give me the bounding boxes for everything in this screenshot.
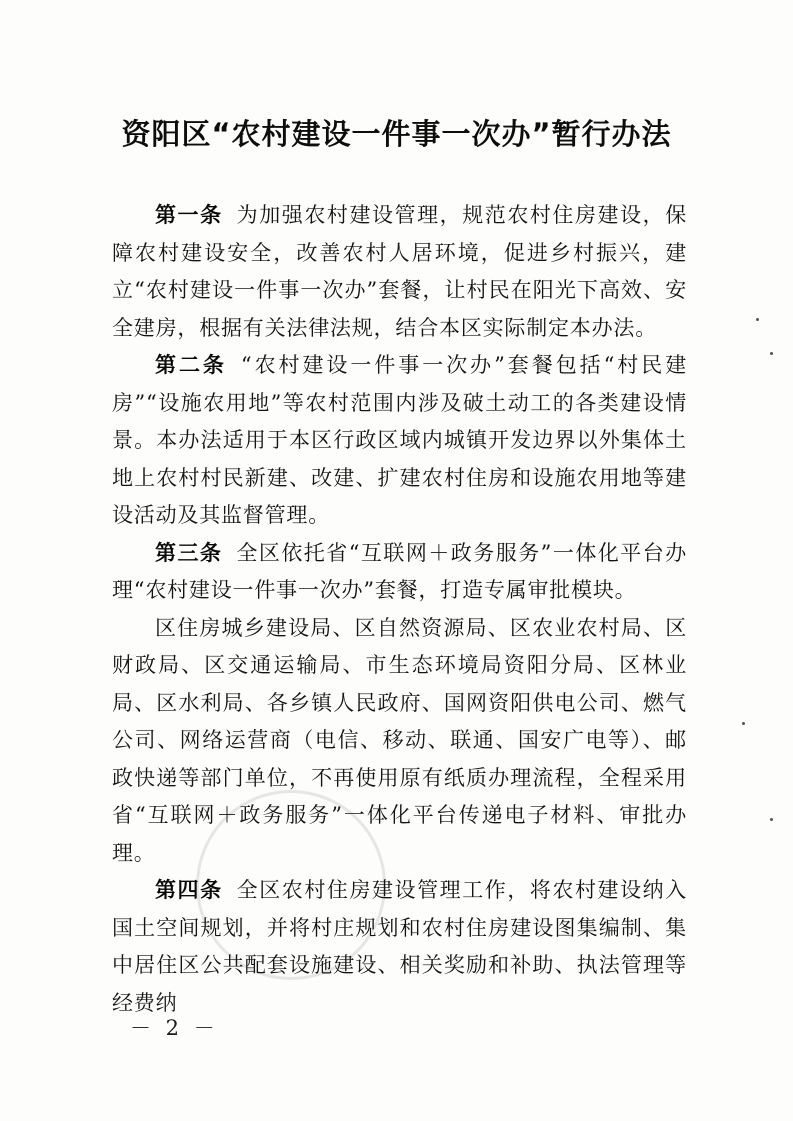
document-body bbox=[112, 197, 687, 1022]
document-title: 资阳区“农村建设一件事一次办”暂行办法 bbox=[121, 117, 672, 151]
article-4 bbox=[112, 872, 687, 1022]
article-4-text: 全区农村住房建设管理工作，将农村建设纳入国土空间规划，并将村庄规划和农村住房建设图集编制、集中居住区公共配套设施建设、相关奖励和补助、执法管理等经费纳 bbox=[112, 878, 688, 1015]
article-3 bbox=[112, 535, 687, 610]
article-4-heading: 第四条 bbox=[155, 878, 223, 902]
article-3-continuation-text: 区住房城乡建设局、区自然资源局、区农业农村局、区财政局、区交通运输局、市生态环境局资阳分局、区林业局、区水利局、各乡镇人民政府、国网资阳供电公司、燃气公司、网络运营商（电信、移动、联通、国安广电等）、邮政快递等部门单位，不再使用原有纸质办理流程，全程采用省“互联网＋政务服务”一体化平台传递电子材料、审批办理。 bbox=[112, 615, 687, 865]
article-1 bbox=[112, 197, 687, 347]
article-1-text: 为加强农村建设管理，规范农村住房建设，保障农村建设安全，改善农村人居环境，促进乡村振兴，建立“农村建设一件事一次办”套餐，让村民在阳光下高效、安全建房，根据有关法律法规，结合本区实际制定本办法。 bbox=[112, 203, 688, 340]
scan-speck bbox=[770, 818, 773, 821]
page-number: － 2 － bbox=[130, 1016, 219, 1040]
article-2 bbox=[112, 347, 687, 535]
article-2-text: “农村建设一件事一次办”套餐包括“村民建房”“设施农用地”等农村范围内涉及破土动工的各类建设情景。本办法适用于本区行政区域内城镇开发边界以外集体土地上农村村民新建、改建、扩建农村住房和设施农用地等建设活动及其监督管理。 bbox=[112, 353, 687, 527]
scan-speck bbox=[756, 318, 759, 321]
scan-speck bbox=[742, 722, 745, 725]
article-2-heading: 第二条 bbox=[155, 353, 227, 377]
scan-speck bbox=[770, 352, 773, 355]
article-1-heading: 第一条 bbox=[155, 203, 223, 227]
article-3-continuation bbox=[112, 610, 687, 873]
article-3-heading: 第三条 bbox=[155, 540, 223, 565]
article-3-text: 全区依托省“互联网＋政务服务”一体化平台办理“农村建设一件事一次办”套餐，打造专属审批模块。 bbox=[112, 540, 687, 602]
